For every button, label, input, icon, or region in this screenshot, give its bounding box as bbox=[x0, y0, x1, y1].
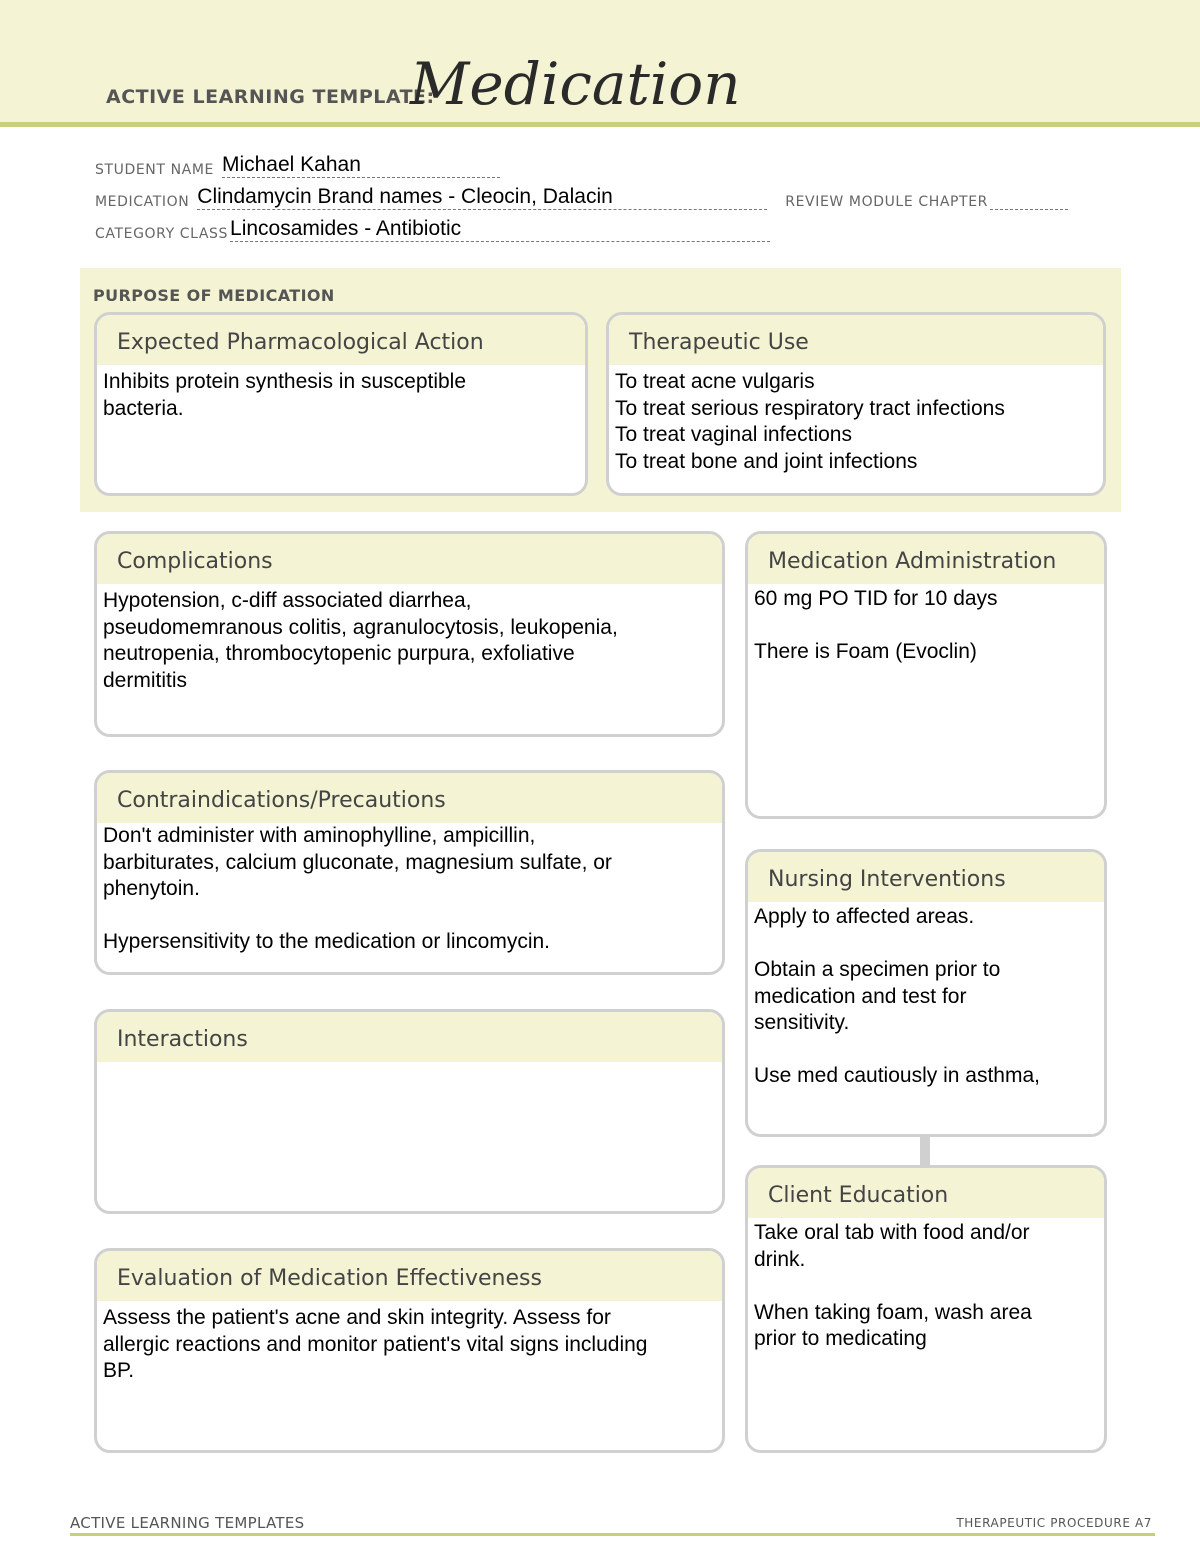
student-name-field[interactable]: Michael Kahan bbox=[222, 154, 500, 178]
interactions-title: Interactions bbox=[97, 1012, 722, 1062]
education-title: Client Education bbox=[748, 1168, 1104, 1218]
evaluation-body[interactable]: Assess the patient's acne and skin integrity. Assess for allergic reactions and monitor patient's vital signs including BP. bbox=[103, 1306, 648, 1382]
footer-rule bbox=[70, 1533, 1155, 1536]
evaluation-card bbox=[94, 1248, 725, 1453]
complications-body[interactable]: Hypotension, c-diff associated diarrhea, pseudomemranous colitis, agranulocytosis, leukopenia, neutropenia, thrombocytopenic purpura, exfoliative dermititis bbox=[103, 589, 618, 692]
therapeutic-use-card bbox=[606, 312, 1106, 496]
evaluation-title: Evaluation of Medication Effectiveness bbox=[97, 1251, 722, 1301]
header-rule bbox=[0, 122, 1200, 127]
education-card bbox=[745, 1165, 1107, 1453]
review-module-field[interactable] bbox=[990, 208, 1068, 210]
card-connector bbox=[920, 1134, 930, 1168]
administration-body[interactable]: 60 mg PO TID for 10 days There is Foam (Evoclin) bbox=[754, 587, 998, 663]
medication-field[interactable]: Clindamycin Brand names - Cleocin, Dalacin bbox=[197, 186, 767, 210]
interactions-card bbox=[94, 1009, 725, 1214]
complications-card bbox=[94, 531, 725, 737]
footer-right: THERAPEUTIC PROCEDURE A7 bbox=[956, 1516, 1152, 1530]
interactions-body[interactable] bbox=[97, 1062, 722, 1066]
contraindications-title: Contraindications/Precautions bbox=[97, 773, 722, 823]
review-module-label: REVIEW MODULE CHAPTER bbox=[785, 194, 988, 210]
complications-title: Complications bbox=[97, 534, 722, 584]
expected-action-card bbox=[94, 312, 588, 496]
student-name-label: STUDENT NAME bbox=[95, 162, 214, 178]
category-label: CATEGORY CLASS bbox=[95, 226, 229, 242]
contraindications-body[interactable]: Don't administer with aminophylline, ampicillin, barbiturates, calcium gluconate, magnesium sulfate, or phenytoin. Hypersensitivity to the medication or lincomycin. bbox=[103, 824, 612, 953]
footer-left: ACTIVE LEARNING TEMPLATES bbox=[70, 1514, 305, 1532]
nursing-card bbox=[745, 849, 1107, 1137]
contraindications-card bbox=[94, 770, 725, 975]
expected-action-body[interactable]: Inhibits protein synthesis in susceptible bacteria. bbox=[103, 370, 467, 420]
education-body[interactable]: Take oral tab with food and/or drink. When taking foam, wash area prior to medicating bbox=[754, 1221, 1032, 1350]
nursing-body[interactable]: Apply to affected areas. Obtain a specimen prior to medication and test for sensitivity. Use med cautiously in asthma, bbox=[754, 905, 1040, 1087]
administration-title: Medication Administration bbox=[748, 534, 1104, 584]
medication-label: MEDICATION bbox=[95, 194, 190, 210]
administration-card bbox=[745, 531, 1107, 819]
category-field[interactable]: Lincosamides - Antibiotic bbox=[230, 218, 770, 242]
therapeutic-use-title: Therapeutic Use bbox=[609, 315, 1103, 365]
student-name-row bbox=[95, 154, 500, 178]
purpose-title: PURPOSE OF MEDICATION bbox=[93, 286, 335, 305]
expected-action-title: Expected Pharmacological Action bbox=[97, 315, 585, 365]
template-label: ACTIVE LEARNING TEMPLATE: bbox=[106, 86, 435, 108]
medication-row bbox=[95, 186, 1068, 210]
therapeutic-use-body[interactable]: To treat acne vulgaris To treat serious respiratory tract infections To treat vaginal infections To treat bone and joint infections bbox=[615, 370, 1005, 473]
nursing-title: Nursing Interventions bbox=[748, 852, 1104, 902]
category-row bbox=[95, 218, 770, 242]
page-title: Medication bbox=[410, 50, 741, 118]
